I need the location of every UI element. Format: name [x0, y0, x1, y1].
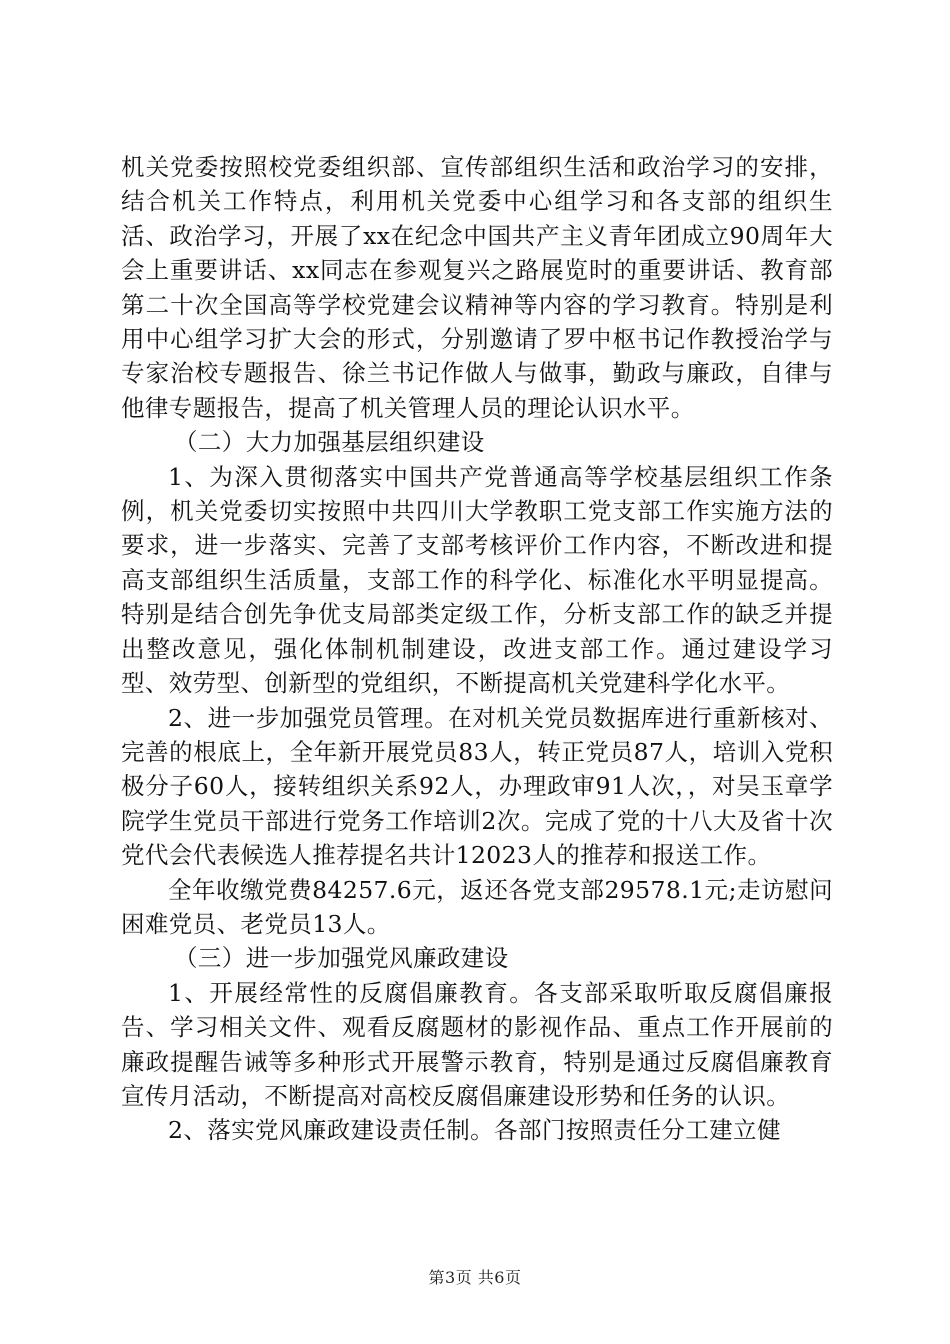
section-heading-clean-governance: （三）进一步加强党风廉政建设	[174, 944, 509, 973]
paragraph-study-education: 机关党委按照校党委组织部、宣传部组织生活和政治学习的安排，结合机关工作特点，利用机关党委中心组学习和各支部的组织生活、政治学习，开展了xx在纪念中国共产主义青年团成立90周年大会上重要讲话、xx同志在参观复兴之路展览时的重要讲话、教育部第二十次全国高等学校党建会议精神等内容的学习教育。特别是利用中心组学习扩大会的形式，分别邀请了罗中枢书记作教授治学与专家治校专题报告、徐兰书记作做人与做事，勤政与廉政，自律与他律专题报告，提高了机关管理人员的理论认识水平。	[121, 153, 833, 422]
document-body	[121, 150, 833, 1148]
section-heading-grassroots-organization: （二）大力加强基层组织建设	[174, 428, 485, 457]
page-number-footer: 第3页 共6页	[428, 1268, 522, 1287]
paragraph-member-management: 2、进一步加强党员管理。在对机关党员数据库进行重新核对、完善的根底上，全年新开展党员83人，转正党员87人，培训入党积极分子60人，接转组织关系92人，办理政审91人次，，对吴玉章学院学生党员干部进行党务工作培训2次。完成了党的十八大及省十次党代会代表候选人推荐提名共计12023人的推荐和报送工作。	[121, 703, 833, 870]
paragraph-party-dues: 全年收缴党费84257.6元，返还各党支部29578.1元;走访慰问困难党员、老党员13人。	[121, 875, 833, 938]
paragraph-branch-work: 1、为深入贯彻落实中国共产党普通高等学校基层组织工作条例，机关党委切实按照中共四川大学教职工党支部工作实施方法的要求，进一步落实、完善了支部考核评价工作内容，不断改进和提高支部组织生活质量，支部工作的科学化、标准化水平明显提高。特别是结合创先争优支局部类定级工作，分析支部工作的缺乏并提出整改意见，强化体制机制建设，改进支部工作。通过建设学习型、效劳型、创新型的党组织，不断提高机关党建科学化水平。	[121, 462, 833, 698]
paragraph-responsibility-system: 2、落实党风廉政建设责任制。各部门按照责任分工建立健	[168, 1116, 781, 1145]
paragraph-anti-corruption-education: 1、开展经常性的反腐倡廉教育。各支部采取听取反腐倡廉报告、学习相关文件、观看反腐题材的影视作品、重点工作开展前的廉政提醒告诫等多种形式开展警示教育，特别是通过反腐倡廉教育宣传月活动，不断提高对高校反腐倡廉建设形势和任务的认识。	[121, 978, 833, 1110]
